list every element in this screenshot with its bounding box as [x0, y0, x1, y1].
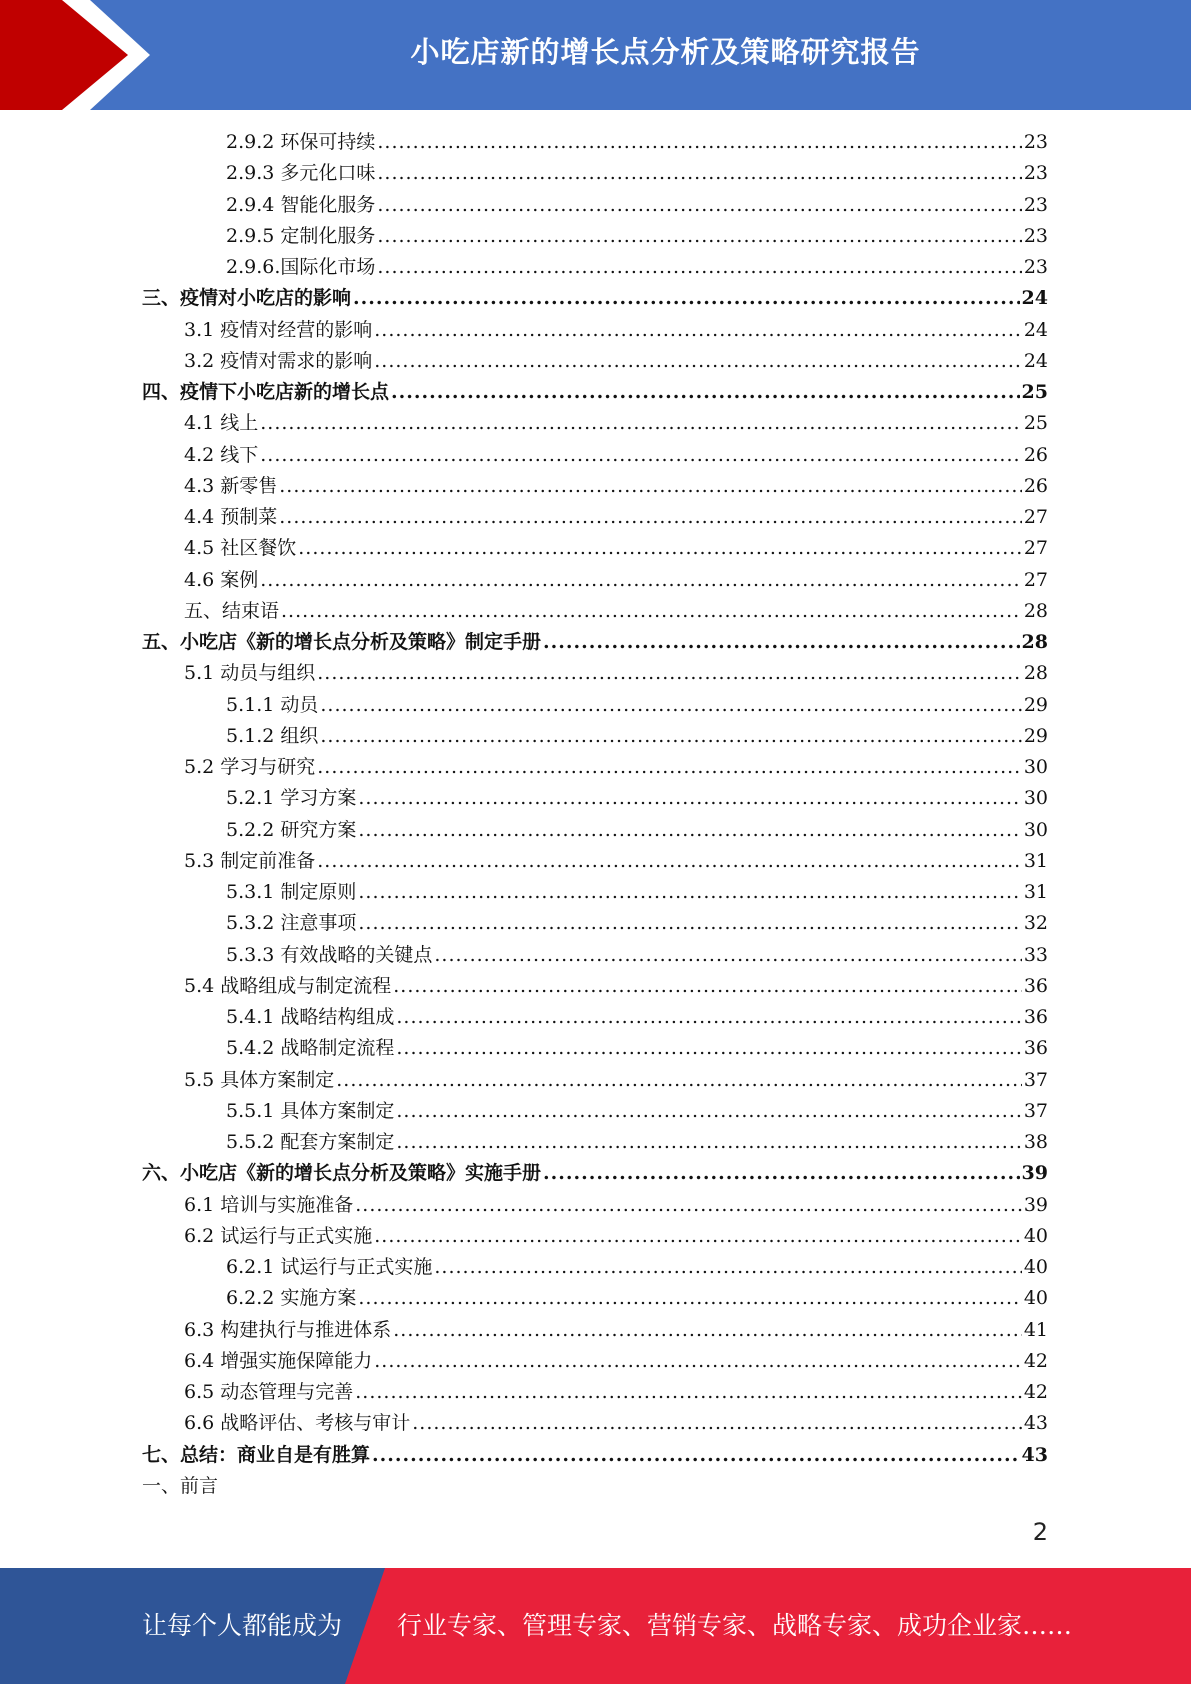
toc-entry-page: 36 — [1023, 1037, 1048, 1060]
toc-entry-label: 6.2.2 实施方案 — [226, 1287, 357, 1310]
toc-dot-leader — [320, 721, 1021, 752]
toc-dot-leader — [377, 127, 1021, 158]
toc-entry-label: 2.9.4 智能化服务 — [226, 193, 376, 216]
toc-dot-leader — [353, 283, 1020, 314]
toc-entry-label: 5.3.2 注意事项 — [226, 912, 357, 935]
page-number: 2 — [1032, 1518, 1048, 1546]
toc-dot-leader — [377, 158, 1021, 189]
toc-entry[interactable] — [184, 1377, 1048, 1408]
toc-entry[interactable] — [184, 1065, 1048, 1096]
toc-entry[interactable] — [184, 1221, 1048, 1252]
toc-entry-page: 36 — [1023, 1006, 1048, 1028]
toc-entry-label: 七、总结：商业自是有胜算 — [142, 1443, 371, 1466]
page-footer — [0, 1568, 1191, 1684]
toc-entry[interactable] — [184, 846, 1048, 877]
toc-entry[interactable] — [184, 471, 1048, 502]
toc-dot-leader — [543, 627, 1020, 658]
toc-dot-leader — [412, 1408, 1022, 1439]
toc-dot-leader — [377, 252, 1021, 283]
toc-dot-leader — [358, 783, 1021, 814]
toc-dot-leader — [260, 440, 1022, 471]
toc-dot-leader — [320, 690, 1021, 721]
toc-dot-leader — [260, 565, 1022, 596]
toc-entry-page: 28 — [1021, 631, 1048, 653]
toc-entry[interactable] — [184, 1346, 1048, 1377]
page-header — [0, 0, 1191, 110]
toc-entry[interactable] — [226, 1002, 1048, 1033]
toc-entry[interactable] — [226, 127, 1048, 158]
toc-dot-leader — [434, 940, 1021, 971]
toc-entry[interactable] — [226, 1283, 1048, 1314]
footer-slogan-left: 让每个人都能成为 — [142, 1611, 343, 1640]
toc-dot-leader — [393, 1315, 1022, 1346]
toc-entry-page: 30 — [1023, 787, 1048, 810]
toc-dot-leader — [336, 1065, 1022, 1096]
toc-entry[interactable] — [226, 940, 1048, 971]
toc-dot-leader — [374, 315, 1022, 346]
toc-entry-label: 2.9.2 环保可持续 — [226, 131, 376, 153]
toc-entry-page: 38 — [1023, 1131, 1048, 1153]
toc-entry[interactable] — [184, 533, 1048, 564]
toc-entry-page: 30 — [1023, 818, 1048, 841]
toc-entry-label: 5.3.3 有效战略的关键点 — [226, 943, 433, 966]
toc-entry-page: 29 — [1023, 693, 1048, 716]
toc-entry-page: 24 — [1023, 349, 1048, 372]
toc-entry-label: 4.2 线下 — [184, 443, 259, 466]
toc-entry-label: 2.9.3 多元化口味 — [226, 162, 376, 185]
toc-entry-label: 五、小吃店《新的增长点分析及策略》制定手册 — [142, 631, 542, 653]
toc-entry[interactable] — [226, 877, 1048, 908]
toc-dot-leader — [355, 1377, 1022, 1408]
toc-entry[interactable] — [226, 721, 1048, 752]
toc-dot-leader — [374, 346, 1022, 377]
toc-entry[interactable] — [184, 1190, 1048, 1221]
toc-entry-page: 25 — [1023, 412, 1048, 435]
toc-entry-label: 6.3 构建执行与推进体系 — [184, 1318, 392, 1341]
toc-entry-page: 37 — [1023, 1099, 1048, 1122]
toc-dot-leader — [393, 971, 1022, 1002]
toc-entry[interactable] — [226, 1033, 1048, 1064]
toc-entry-label: 4.3 新零售 — [184, 474, 278, 497]
toc-entry-page: 39 — [1023, 1193, 1048, 1216]
toc-dot-leader — [377, 190, 1021, 221]
toc-entry[interactable] — [184, 1315, 1048, 1346]
toc-entry-label: 4.5 社区餐饮 — [184, 537, 297, 560]
toc-entry-page: 42 — [1023, 1381, 1048, 1403]
toc-entry-label: 6.2.1 试运行与正式实施 — [226, 1256, 433, 1278]
toc-entry-page: 26 — [1023, 474, 1048, 497]
toc-dot-leader — [396, 1002, 1021, 1033]
toc-entry-page: 40 — [1023, 1224, 1048, 1247]
toc-entry-page: 29 — [1023, 724, 1048, 747]
toc-entry[interactable] — [184, 565, 1048, 596]
toc-entry-label: 5.3 制定前准备 — [184, 849, 316, 872]
toc-entry-label: 6.6 战略评估、考核与审计 — [184, 1412, 411, 1435]
toc-dot-leader — [396, 1127, 1021, 1158]
toc-entry-page: 40 — [1023, 1287, 1048, 1310]
toc-entry-page: 24 — [1021, 287, 1048, 310]
toc-entry[interactable] — [142, 283, 1048, 314]
toc-entry[interactable] — [226, 783, 1048, 814]
toc-entry-label: 4.1 线上 — [184, 412, 259, 435]
toc-entry[interactable] — [226, 221, 1048, 252]
toc-entry-page: 25 — [1021, 381, 1048, 403]
toc-entry-page: 27 — [1023, 568, 1048, 591]
toc-entry-label: 4.4 预制菜 — [184, 506, 278, 528]
toc-dot-leader — [298, 533, 1022, 564]
toc-dot-leader — [358, 1283, 1021, 1314]
toc-entry-page: 40 — [1023, 1256, 1048, 1278]
toc-entry-page: 33 — [1023, 943, 1048, 966]
toc-dot-leader — [279, 502, 1022, 533]
toc-entry-page: 23 — [1023, 256, 1048, 278]
toc-entry-page: 24 — [1023, 318, 1048, 341]
toc-dot-leader — [281, 596, 1022, 627]
toc-dot-leader — [434, 1252, 1021, 1283]
toc-entry-page: 31 — [1023, 849, 1048, 872]
toc-entry[interactable] — [184, 1408, 1048, 1439]
toc-entry-page: 28 — [1023, 662, 1048, 685]
toc-entry[interactable] — [184, 346, 1048, 377]
toc-entry-label: 四、疫情下小吃店新的增长点 — [142, 381, 390, 403]
toc-entry[interactable] — [184, 971, 1048, 1002]
toc-entry-page: 43 — [1023, 1412, 1048, 1435]
toc-entry[interactable] — [226, 1096, 1048, 1127]
toc-entry-label: 5.4 战略组成与制定流程 — [184, 974, 392, 997]
toc-entry-label: 5.4.1 战略结构组成 — [226, 1006, 395, 1028]
footer-slogan-right: 行业专家、管理专家、营销专家、战略专家、成功企业家…… — [397, 1611, 1073, 1640]
toc-entry-label: 5.2.2 研究方案 — [226, 818, 357, 841]
toc-entry-page: 41 — [1023, 1318, 1048, 1341]
toc-dot-leader — [377, 221, 1021, 252]
toc-entry-label: 5.1.2 组织 — [226, 724, 319, 747]
toc-entry[interactable] — [142, 1158, 1048, 1189]
toc-entry-page: 28 — [1023, 599, 1048, 622]
toc-dot-leader — [396, 1096, 1021, 1127]
toc-entry[interactable] — [184, 752, 1048, 783]
toc-entry-page: 37 — [1023, 1068, 1048, 1091]
toc-dot-leader — [391, 377, 1020, 408]
toc-entry-label: 五、结束语 — [184, 599, 280, 622]
toc-entry-label: 5.3.1 制定原则 — [226, 881, 357, 903]
toc-entry-label: 6.2 试运行与正式实施 — [184, 1224, 373, 1247]
toc-entry[interactable] — [226, 1127, 1048, 1158]
toc-entry[interactable] — [226, 158, 1048, 189]
toc-entry[interactable] — [184, 502, 1048, 533]
toc-entry-page: 27 — [1023, 537, 1048, 560]
toc-entry-label: 三、疫情对小吃店的影响 — [142, 287, 352, 310]
toc-entry-label: 3.2 疫情对需求的影响 — [184, 349, 373, 372]
document-title: 小吃店新的增长点分析及策略研究报告 — [410, 34, 921, 69]
toc-dot-leader — [396, 1033, 1021, 1064]
toc-entry-page: 42 — [1023, 1349, 1048, 1372]
toc-entry[interactable] — [184, 596, 1048, 627]
toc-dot-leader — [317, 846, 1022, 877]
toc-entry-label: 4.6 案例 — [184, 568, 259, 591]
toc-dot-leader — [358, 815, 1021, 846]
toc-entry[interactable] — [142, 627, 1048, 658]
toc-entry-page: 32 — [1023, 912, 1048, 935]
toc-entry-label: 5.5.2 配套方案制定 — [226, 1131, 395, 1153]
toc-dot-leader — [358, 908, 1021, 939]
toc-entry[interactable] — [226, 815, 1048, 846]
toc-entry-label: 5.2.1 学习方案 — [226, 787, 357, 810]
toc-entry[interactable] — [142, 377, 1048, 408]
toc-entry-page: 23 — [1023, 131, 1048, 153]
toc-dot-leader — [317, 752, 1022, 783]
toc-entry[interactable] — [184, 440, 1048, 471]
toc-entry-label: 6.1 培训与实施准备 — [184, 1193, 354, 1216]
toc-dot-leader — [543, 1158, 1020, 1189]
toc-entry[interactable] — [226, 1252, 1048, 1283]
toc-entry-label: 5.1 动员与组织 — [184, 662, 316, 685]
toc-entry-label: 5.2 学习与研究 — [184, 756, 316, 778]
toc-entry-page: 43 — [1021, 1443, 1048, 1466]
toc-entry-label: 5.4.2 战略制定流程 — [226, 1037, 395, 1060]
toc-dot-leader — [355, 1190, 1022, 1221]
toc-dot-leader — [279, 471, 1022, 502]
toc-dot-leader — [372, 1440, 1020, 1471]
toc-entry[interactable] — [184, 408, 1048, 439]
toc-entry-page: 23 — [1023, 224, 1048, 247]
header-arrow-decoration — [0, 0, 160, 110]
toc-entry-label: 六、小吃店《新的增长点分析及策略》实施手册 — [142, 1162, 542, 1185]
toc-entry-label: 2.9.5 定制化服务 — [226, 224, 376, 247]
toc-entry[interactable] — [226, 908, 1048, 939]
toc-entry[interactable] — [184, 658, 1048, 689]
toc-entry-label: 3.1 疫情对经营的影响 — [184, 318, 373, 341]
toc-entry-page: 39 — [1021, 1162, 1048, 1185]
toc-entry-page: 26 — [1023, 443, 1048, 466]
toc-entry-label: 5.5.1 具体方案制定 — [226, 1099, 395, 1122]
toc-dot-leader — [374, 1221, 1022, 1252]
toc-entry-page: 23 — [1023, 193, 1048, 216]
toc-dot-leader — [374, 1346, 1022, 1377]
toc-entry-label: 6.5 动态管理与完善 — [184, 1381, 354, 1403]
toc-dot-leader — [358, 877, 1021, 908]
toc-entry-page: 31 — [1023, 881, 1048, 903]
toc-entry-label: 6.4 增强实施保障能力 — [184, 1349, 373, 1372]
toc-entry[interactable] — [142, 1440, 1048, 1471]
toc-entry-page: 27 — [1023, 506, 1048, 528]
toc-dot-leader — [317, 658, 1022, 689]
toc-entry[interactable] — [226, 190, 1048, 221]
section-heading-preface: 一、前言 — [142, 1474, 219, 1497]
toc-entry-label: 5.1.1 动员 — [226, 693, 319, 716]
toc-entry-label: 5.5 具体方案制定 — [184, 1068, 335, 1091]
toc-entry-page: 30 — [1023, 756, 1048, 778]
toc-entry-page: 36 — [1023, 974, 1048, 997]
toc-entry[interactable] — [226, 690, 1048, 721]
toc-entry[interactable] — [226, 252, 1048, 283]
toc-entry-page: 23 — [1023, 162, 1048, 185]
toc-dot-leader — [260, 408, 1022, 439]
toc-entry-label: 2.9.6.国际化市场 — [226, 256, 376, 278]
toc-entry[interactable] — [184, 315, 1048, 346]
